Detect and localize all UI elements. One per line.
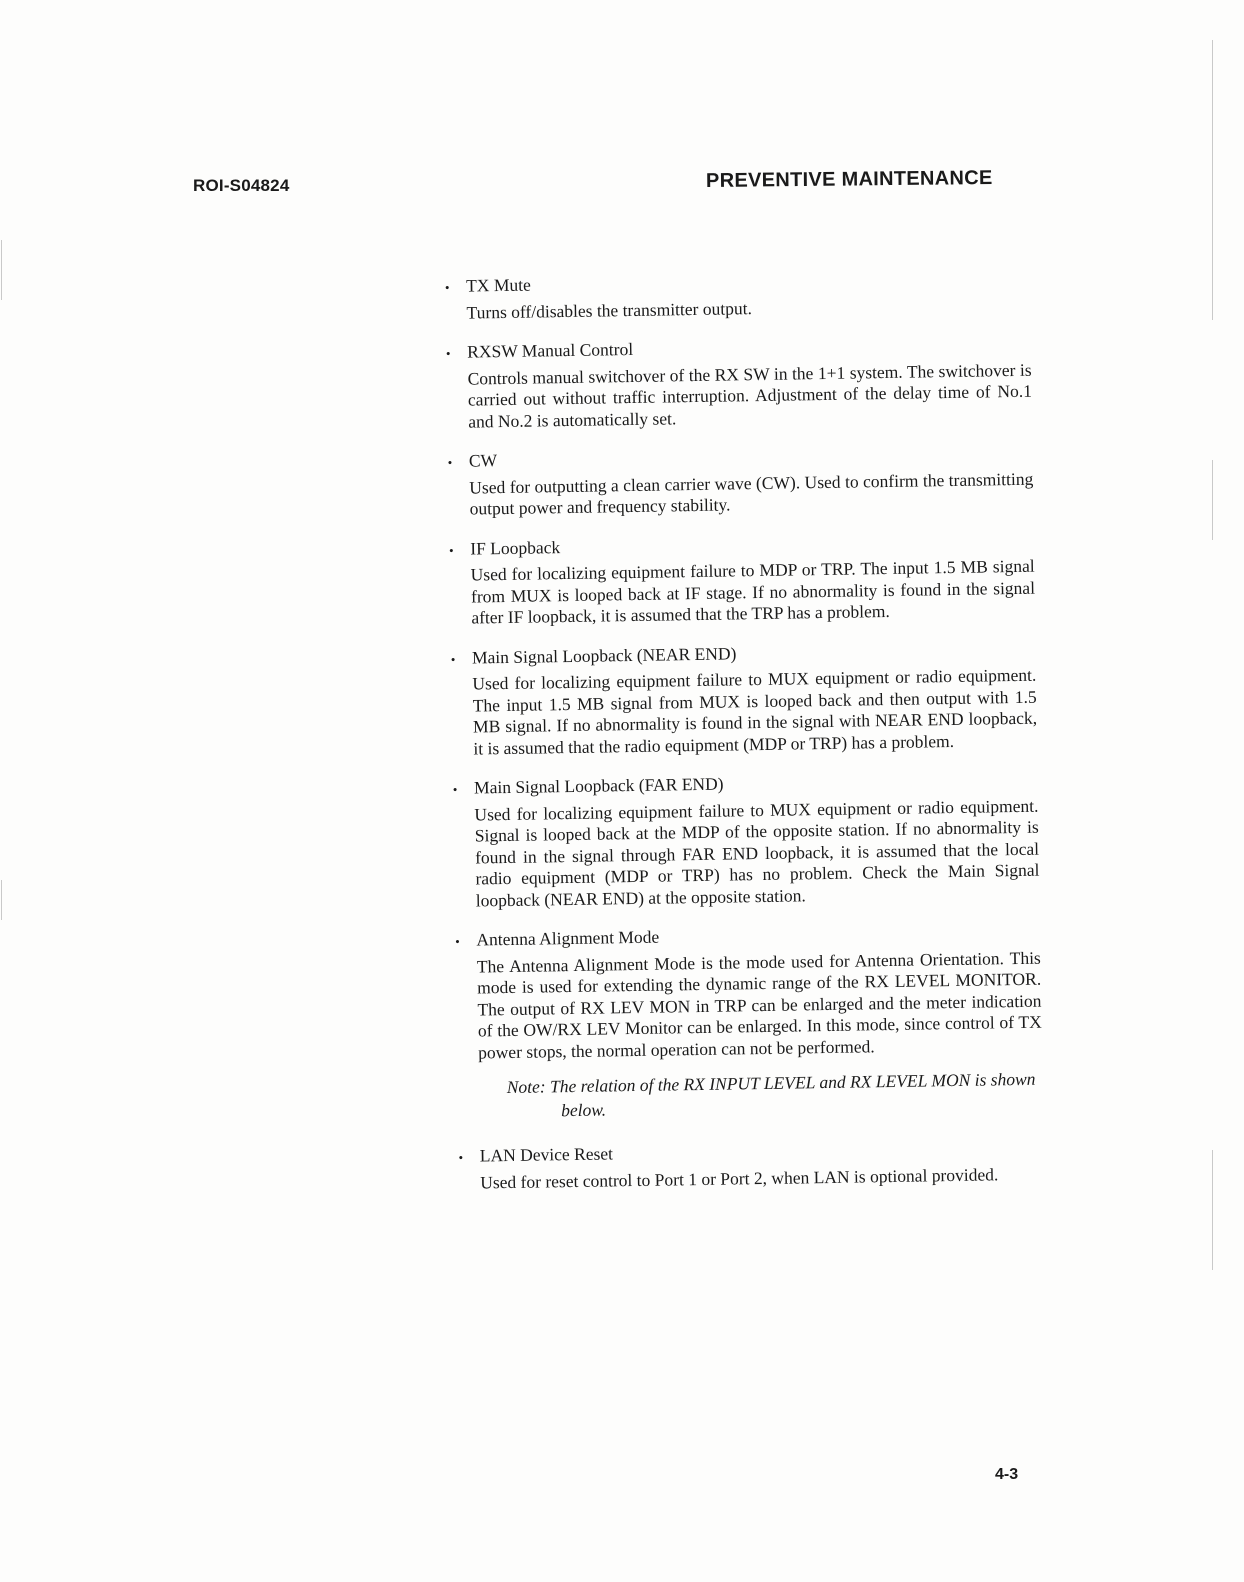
item-description: Used for localizing equipment failure to MUX equipment or radio equipment. Signal is looped back at the MDP of the opposite station. If no abnormality is found in the signal through FAR END loopback, it is assumed that the local radio equipment (MDP or TRP) has no problem. Check the Main Signal loopback (NEAR END) at the opposite station. [474, 795, 1040, 911]
document-code: ROI-S04824 [193, 176, 290, 195]
item-description: The Antenna Alignment Mode is the mode used for Antenna Orientation. This mode is used for extending the dynamic range of the RX LEVEL MONITOR. The output of RX LEV MON in TRP can be enlarged and the meter indication of the OW/RX LEV Monitor can be enlarged. In this mode, since control of TX power stops, the normal operation can not be performed. [476, 947, 1042, 1062]
bullet-icon: • [458, 1149, 464, 1165]
scan-edge-mark [1212, 1150, 1213, 1270]
item-title: TX Mute [465, 274, 531, 296]
list-item-main-signal-loopback-far-end [448, 769, 1040, 912]
item-title: Main Signal Loopback (NEAR END) [471, 642, 737, 668]
bullet-icon: • [447, 454, 453, 470]
page-body [440, 267, 1045, 1212]
item-description: Turns off/disables the transmitter output. [466, 297, 753, 323]
list-item-rxsw-manual-control [441, 333, 1032, 433]
item-title: LAN Device Reset [479, 1143, 614, 1166]
bullet-icon: • [448, 542, 454, 558]
scan-edge-mark [1, 240, 2, 300]
list-item-tx-mute [440, 267, 1031, 324]
bullet-icon: • [452, 781, 458, 797]
item-title: Main Signal Loopback (FAR END) [473, 773, 724, 798]
item-title: IF Loopback [470, 536, 561, 559]
list-item-if-loopback [444, 529, 1035, 629]
note [505, 1067, 1044, 1123]
scan-edge-mark [1212, 460, 1213, 540]
item-title: RXSW Manual Control [467, 338, 634, 362]
page-number: 4-3 [995, 1466, 1019, 1483]
bullet-icon: • [444, 279, 450, 295]
list-item-antenna-alignment-mode [450, 921, 1042, 1064]
item-description: Used for localizing equipment failure to MUX equipment or radio equipment. The input 1.5 MB signal from MUX is looped back and then output with 1.5 MB signal. If no abnormality is found in the signal with NEAR END loopback, it is assumed that the radio equipment (MDP or TRP) has a problem. [472, 664, 1038, 759]
list-item-lan-device-reset [454, 1137, 1045, 1194]
scan-edge-mark [1212, 40, 1213, 320]
bullet-icon: • [445, 345, 451, 361]
section-title: PREVENTIVE MAINTENANCE [705, 166, 993, 192]
bullet-icon: • [455, 933, 460, 949]
item-description: Used for localizing equipment failure to MDP or TRP. The input 1.5 MB signal from MUX is looped back at IF stage. If no abnormality is found in the signal after IF loopback, it is assumed that the TRP has a problem. [470, 555, 1036, 628]
item-title: CW [468, 450, 498, 471]
scan-edge-mark [1, 880, 2, 920]
note-label: Note: [506, 1076, 546, 1098]
item-description: Used for outputting a clean carrier wave (CW). Used to confirm the transmitting output power and frequency stability. [469, 468, 1034, 519]
list-item-cw [443, 442, 1034, 521]
item-description: Controls manual switchover of the RX SW in the 1+1 system. The switchover is carried out without traffic interruption. Adjustment of the delay time of No.1 and No.2 is automatically set. [467, 359, 1033, 432]
note-text: The relation of the RX INPUT LEVEL and RX LEVEL MON is shown below. [549, 1068, 1036, 1121]
item-title: Antenna Alignment Mode [476, 926, 660, 950]
bullet-icon: • [450, 651, 456, 667]
item-description: Used for reset control to Port 1 or Port 2, when LAN is optional provided. [480, 1163, 999, 1192]
list-item-main-signal-loopback-near-end [446, 638, 1038, 760]
